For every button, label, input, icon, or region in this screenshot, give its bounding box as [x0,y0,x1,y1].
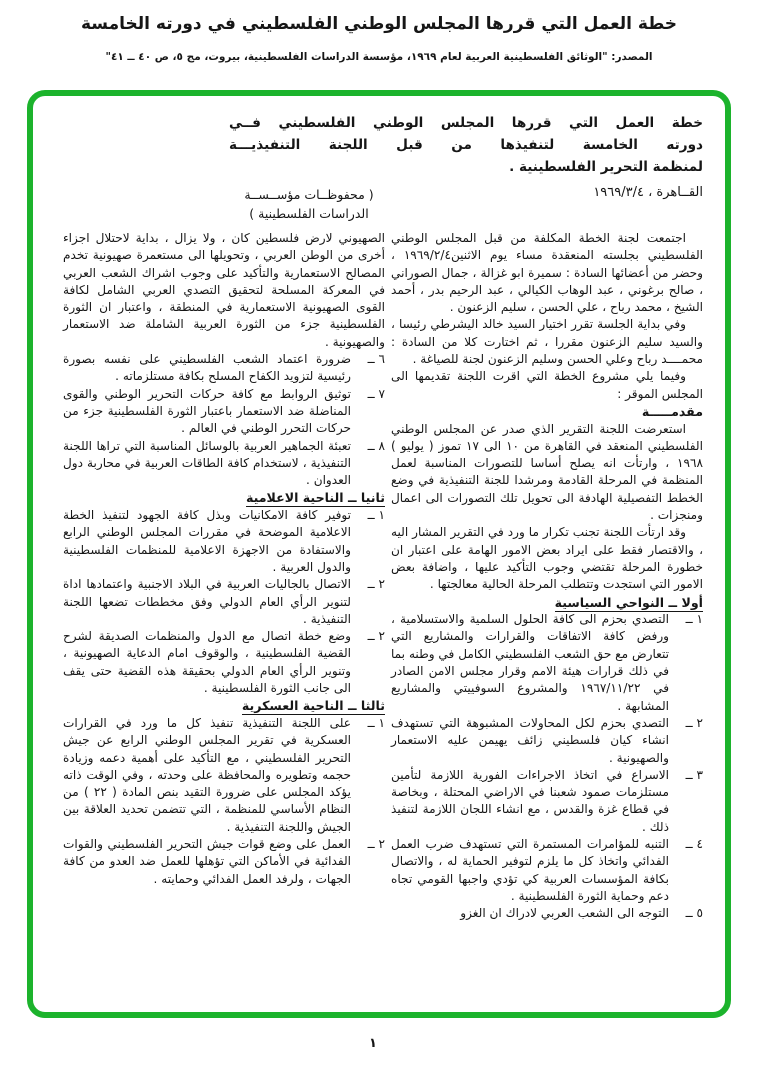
section-heading-text: ثانيا ــ الناحية الاعلامية [245,490,385,506]
list-item-text: الاتصال بالجاليات العربية في البلاد الاجنبية واعتمادها اداة لتنوير الرأي العام الدولي وفق مخططات تضعها اللجنة التنفيذية . [63,577,351,626]
dateline-archive-note [223,185,395,223]
list-item-number: ١ ــ [685,612,703,627]
list-item-text: على اللجنة التنفيذية تنفيذ كل ما ورد في القرارات العسكرية في تقرير المجلس الوطني الرابع عن جيش التحرير الفلسطيني ، مع التأكيد على أهمية دعمه وزيادة حجمه وتطويره والمحافظة على وحدته ، وفي الوقت ذاته يؤكد المجلس على ضرورة التقيد بنص المادة ( ٢٢ ) من النظام الأساسي للمنظمة ، التي تتضمن تحديد العلاقة بين الجيش واللجنة التنفيذية . [63,715,351,834]
page-number: ١ [369,1036,377,1051]
document-title-line: دورته الخامسة لتنفيذها من قبل اللجنة التنفيذيـــة [229,137,703,153]
list-item-number: ٢ ــ [367,836,385,851]
list-item-text: تعبئة الجماهير العربية بالوسائل المناسبة التي تراها اللجنة التنفيذية ، لاستخدام كافة الطاقات العربية في محاربة دول العدوان . [63,438,351,488]
list-item-number: ٦ ــ [367,352,385,367]
document-frame-border [27,90,731,1018]
list-item-number: ٢ ــ [367,577,385,592]
list-item-media-2 [63,576,385,628]
document-title-line: لمنظمة التحرير الفلسطينية . [509,159,703,175]
list-item-text: الاسراع في اتخاذ الاجراءات الفورية اللازمة لتأمين مستلزمات صمود شعبنا في الاراضي المحتلة ، وبخاصة في قطاع غزة والقدس ، مع انشاء اللجان اللازمة لتنفيذ ذلك . [391,767,669,834]
list-item-number: ٢ ــ [367,629,385,644]
document-title-line: خطة العمل التي قررها المجلس الوطني الفلسطيني فــي [229,115,703,131]
paragraph-committee-meeting: اجتمعت لجنة الخطة المكلفة من قبل المجلس الوطني الفلسطيني بجلسته المنعقدة مساء يوم الاثنين١٩٦٩/٢/٤ ، وحضر من أعضائها السادة : سميرة ابو غزالة ، جمال الصوراني ، صالح برغوني ، عبد الوهاب الكيالي ، عبد الرحيم بدر ، أحمد الشيخ ، محمد رباح ، علي الحسن ، سليم الزعنون . [391,231,704,315]
list-item-political-4 [391,836,703,905]
column-left [63,230,385,888]
list-item-political-8 [63,438,385,490]
list-item-political-6 [63,351,385,386]
list-item-text: التوجه الى الشعب العربي لادراك ان الغزو [460,906,669,921]
list-item-text: التصدي بحزم لكل المحاولات المشبوهة التي تستهدف انشاء كيان فلسطيني زائف يهيمن عليه الاستعمار والصهيونية . [391,715,669,765]
list-item-text: ضرورة اعتماد الشعب الفلسطيني على نفسه بصورة رئيسية لتزويد الكفاح المسلح بكافة مستلزماته . [63,352,351,384]
list-item-political-7 [63,386,385,438]
list-item-text: العمل على وضع قوات جيش التحرير الفلسطيني والقوات الفدائية في الأماكن التي تؤهلها للعمل ضد العدو من كافة الجهات ، ولرفد العمل الفدائي وحمايته . [63,836,351,886]
list-item-number: ٥ ــ [685,906,703,921]
paragraph-political-5-continued: الصهيوني لارض فلسطين كان ، ولا يزال ، بداية لاحتلال اجزاء أخرى من الوطن العربي ، وتحويلها الى مستعمرة صهيونية تخدم المصالح الاستعمارية والتأكيد على وجوب اشراك الشعب العربي في المعركة المسلحة لتحقيق التصدي العربي الشامل لكافة القوى الصهيونية الاستعمارية في المنطقة ، واعتبار ان الثورة الفلسطينية جزء من الثورة العربية الشاملة ضد الاستعمار والصهيونية . [63,231,385,349]
list-item-text: التصدي بحزم الى كافة الحلول السلمية والاستسلامية ، ورفض كافة الاتفاقات والقرارات والمشاريع التي تتعارض مع حق الشعب الفلسطيني الكامل في وطنه بما في ذلك قرارات هيئة الامم وقرار مجلس الامن الصادر في ١٩٦٧/١١/٢٢ والمشروع السوفييتي والمشاريع المشابهة . [391,612,669,713]
section-heading-military [63,697,385,715]
list-item-political-5 [391,905,703,922]
page-header-title: خطة العمل التي قررها المجلس الوطني الفلسطيني في دورته الخامسة [80,14,678,34]
section-heading-text: مقدمـــــة [641,403,703,419]
paragraph-report-review: استعرضت اللجنة التقرير الذي صدر عن المجلس الوطني الفلسطيني المنعقد في القاهرة من ١٠ الى ١٧ تموز ( يوليو ) ١٩٦٨ ، وارتأت انه يصلح أساسا للتصورات المناسبة لعمل المنظمة في المرحلة القادمة ومرشدا للجنة التنفيذية في وضع الخطط التفصيلية الهادفة الى تحويل تلك التصورات الى اعمال ومنجزات . [391,421,703,523]
list-item-military-1 [63,715,385,836]
paragraph-session-officers: وفي بداية الجلسة تقرر اختيار السيد خالد اليشرطي رئيسا ، والسيد سليم الزعنون مقررا ، ثم اختارت كلا من السادة : محمــــد رباح وعلي الحسن وسليم الزعنون لجنة للصياغة . [391,317,703,367]
list-item-media-3 [63,628,385,697]
list-item-number: ١ ــ [367,508,385,523]
section-heading-political [391,594,703,612]
paragraph-plan-intro: وفيما يلي مشروع الخطة التي اقرت اللجنة تقديمها الى المجلس الموقر : [391,369,703,401]
section-heading-text: ثالثا ــ الناحية العسكرية [241,698,385,714]
list-item-text: التنبه للمؤامرات المستمرة التي تستهدف ضرب العمل الفدائي واتخاذ كل ما يلزم لتوفير الحماية له ، والاتصال بكافة المؤسسات العربية كي تؤدي واجبها القومي تجاه دعم وحماية الثورة الفلسطينية . [391,836,669,903]
list-item-political-3 [391,767,703,836]
paragraph-avoid-repetition: وقد ارتأت اللجنة تجنب تكرار ما ورد في التقرير المشار اليه ، والاقتصار فقط على ايراد بعض الامور الهامة على اعتبار ان خطورة المرحلة تقتضي وجوب التأكيد عليها ، واضافة بعض الامور التي استجدت وتتطلب المرحلة الحالية معالجتها . [391,525,703,592]
list-item-media-1 [63,507,385,576]
list-item-text: توثيق الروابط مع كافة حركات التحرير الوطني والقوى المناضلة ضد الاستعمار باعتبار الثورة الفلسطينية جزء من حركات التحرر الوطني في العالم . [63,386,351,436]
column-right [391,230,703,922]
section-heading-muqaddima [391,403,703,421]
list-item-text: توفير كافة الامكانيات وبذل كافة الجهود لتنفيذ الخطة الاعلامية الموضحة في مقررات المجلس الوطني الرابع والاستفادة من الاجهزة الاعلامية للمنظمات الفلسطينية والدول العربية . [63,508,351,574]
document-title [229,112,703,178]
list-item-number: ٢ ــ [685,715,703,730]
list-item-number: ٧ ــ [367,386,385,401]
list-item-military-2 [63,836,385,888]
list-item-number: ٨ ــ [367,438,385,453]
section-heading-text: أولا ــ النواحي السياسية [554,594,703,610]
list-item-text: وضع خطة اتصال مع الدول والمنظمات الصديقة لشرح القضية الفلسطينية ، والوقوف امام الدعاية الصهيونية ، وتنوير الرأي العام الدولي بحقيقة هذه القضية حتى يقف الى جانب الثورة الفلسطينية . [63,629,351,696]
section-heading-media [63,489,385,507]
list-item-number: ١ ــ [367,715,385,730]
list-item-number: ٣ ــ [685,767,703,782]
source-citation: المصدر: "الوثائق الفلسطينية العربية لعام ١٩٦٩، مؤسسة الدراسات الفلسطينية، بيروت، مج ٥، ص ٤٠ ــ ٤١" [105,51,653,63]
dateline-archive-line: ( محفوظــات مؤســســة [244,187,374,202]
list-item-number: ٤ ــ [685,836,703,851]
list-item-political-2 [391,715,703,767]
list-item-political-1 [391,611,703,715]
document-body [33,96,725,1012]
dateline-archive-line: الدراسات الفلسطينية ) [249,206,369,221]
dateline-city-date: القــاهرة ، ١٩٦٩/٣/٤ [593,185,703,200]
